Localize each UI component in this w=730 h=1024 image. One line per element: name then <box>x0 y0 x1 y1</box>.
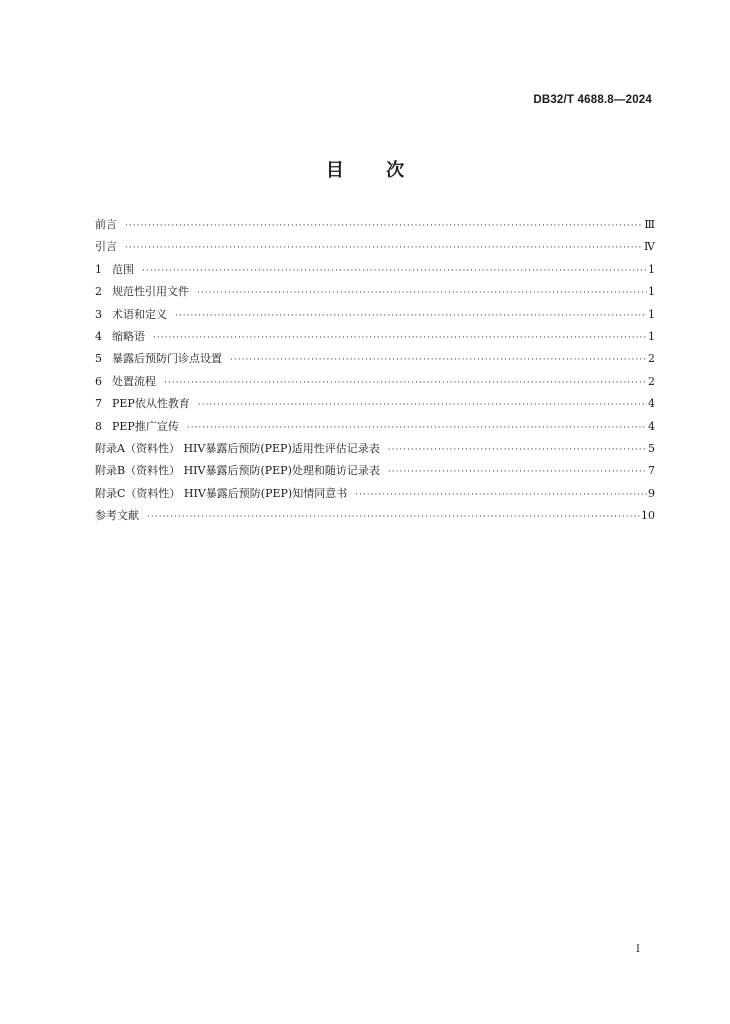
toc-entry[interactable] <box>95 483 655 505</box>
toc-entry-label: PEP推广宣传 <box>112 419 179 433</box>
dot-leader <box>230 349 647 371</box>
toc-entry-label: 参考文献 <box>95 509 139 523</box>
dot-leader <box>125 215 643 237</box>
toc-entry[interactable] <box>95 326 655 348</box>
toc-entry-label: 缩略语 <box>112 329 145 343</box>
toc-entry[interactable] <box>95 281 655 303</box>
toc-entry-page: 2 <box>648 374 655 388</box>
toc-title-char: 次 <box>386 160 405 181</box>
toc-title <box>0 156 730 182</box>
toc-entry-label: 附录C（资料性） HIV暴露后预防(PEP)知情同意书 <box>95 486 348 500</box>
toc-entry-label: 附录A（资料性） HIV暴露后预防(PEP)适用性评估记录表 <box>95 441 380 455</box>
toc-entry[interactable] <box>95 236 655 258</box>
toc-entry-label: 附录B（资料性） HIV暴露后预防(PEP)处理和随访记录表 <box>95 464 380 478</box>
dot-leader <box>153 327 647 349</box>
toc-entry-page: Ⅲ <box>644 218 655 231</box>
toc-entry-page: 10 <box>641 509 655 523</box>
dot-leader <box>175 305 647 327</box>
toc-entry-number: 3 <box>95 307 102 321</box>
toc-entry-page: 4 <box>648 397 655 411</box>
toc-entry[interactable] <box>95 304 655 326</box>
dot-leader <box>355 484 647 506</box>
toc-entry-number: 8 <box>95 419 102 433</box>
toc-entry-page: 1 <box>648 285 655 299</box>
standard-code: DB32/T 4688.8—2024 <box>533 94 652 106</box>
toc-entry-page: 2 <box>648 352 655 366</box>
toc-entry[interactable] <box>95 460 655 482</box>
page-number: I <box>636 944 640 955</box>
toc-entry[interactable] <box>95 438 655 460</box>
toc-entry-label: 引言 <box>95 240 117 254</box>
dot-leader <box>388 439 647 461</box>
toc-entry-label: 规范性引用文件 <box>112 285 189 299</box>
table-of-contents <box>95 214 655 527</box>
toc-entry[interactable] <box>95 393 655 415</box>
dot-leader <box>142 260 647 282</box>
toc-entry[interactable] <box>95 214 655 236</box>
dot-leader <box>187 417 647 439</box>
toc-entry-page: 7 <box>648 464 655 478</box>
toc-entry[interactable] <box>95 416 655 438</box>
toc-title-char: 目 <box>325 160 344 181</box>
toc-entry-number: 7 <box>95 397 102 411</box>
toc-entry-number: 4 <box>95 329 102 343</box>
toc-entry-page: 1 <box>648 307 655 321</box>
toc-entry[interactable] <box>95 259 655 281</box>
toc-entry-page: 1 <box>648 262 655 276</box>
toc-entry-label: 前言 <box>95 218 117 231</box>
toc-entry-label: 范围 <box>112 262 134 276</box>
dot-leader <box>147 506 640 528</box>
toc-entry-number: 1 <box>95 262 102 276</box>
toc-entry-page: 1 <box>648 329 655 343</box>
toc-entry-label: 处置流程 <box>112 374 156 388</box>
toc-entry-page: 4 <box>648 419 655 433</box>
toc-entry-page: 9 <box>648 486 655 500</box>
toc-entry-label: PEP依从性教育 <box>112 397 190 411</box>
toc-entry-label: 术语和定义 <box>112 307 167 321</box>
dot-leader <box>125 237 643 259</box>
toc-entry-page: 5 <box>648 441 655 455</box>
toc-entry-number: 6 <box>95 374 102 388</box>
toc-entry-label: 暴露后预防门诊点设置 <box>112 352 222 366</box>
toc-entry[interactable] <box>95 348 655 370</box>
toc-entry-number: 5 <box>95 352 102 366</box>
toc-entry[interactable] <box>95 371 655 393</box>
dot-leader <box>388 461 647 483</box>
toc-entry-number: 2 <box>95 285 102 299</box>
toc-entry-page: Ⅳ <box>644 240 655 254</box>
dot-leader <box>164 372 647 394</box>
dot-leader <box>197 282 647 304</box>
dot-leader <box>198 394 647 416</box>
toc-entry[interactable] <box>95 505 655 527</box>
